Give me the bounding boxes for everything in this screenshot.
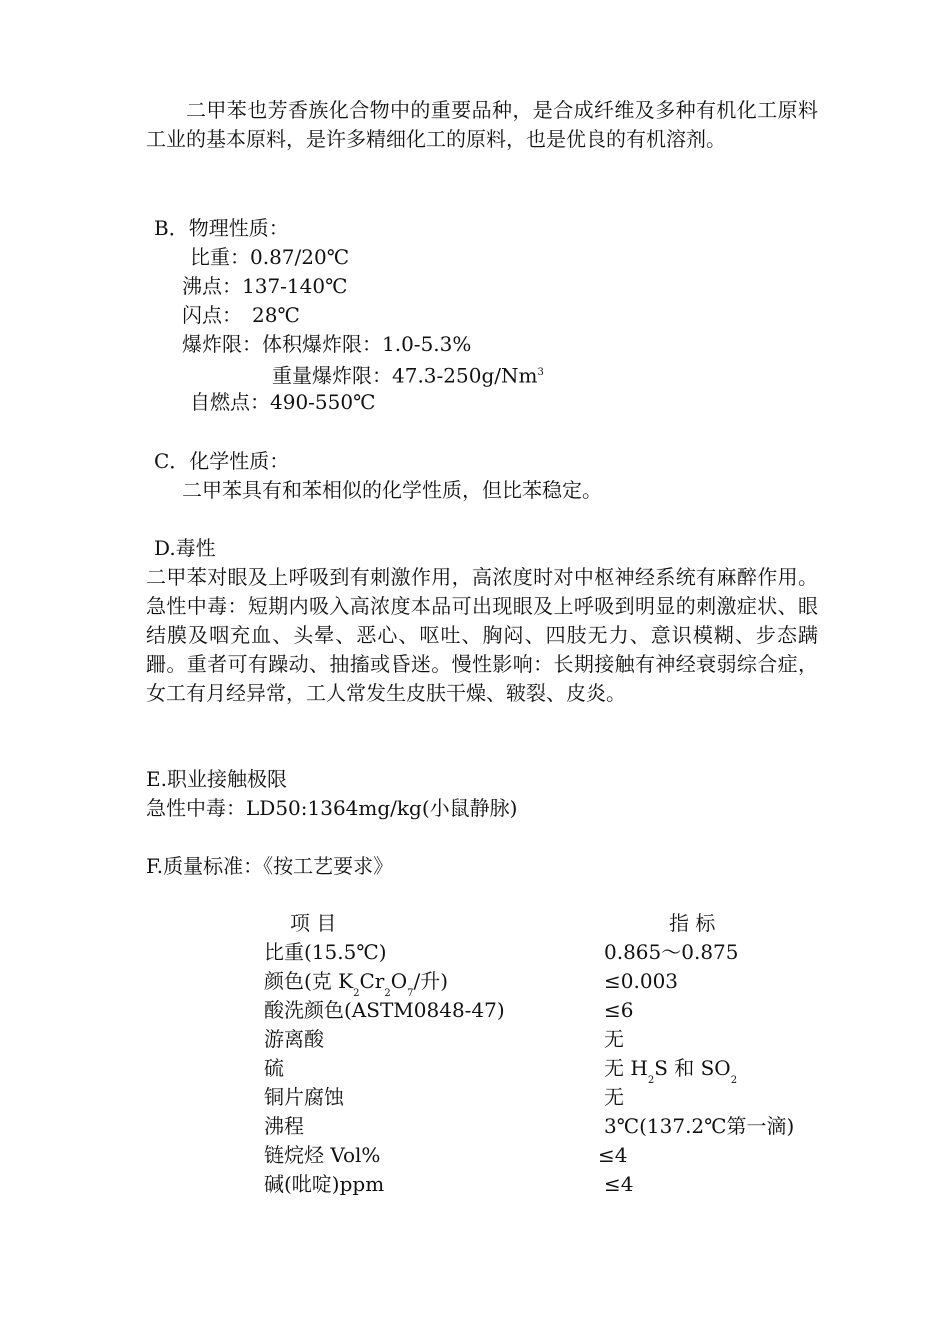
table-row <box>264 1112 824 1141</box>
row-value: ≤4 <box>604 1172 634 1196</box>
item-subscript: 7 <box>407 988 414 999</box>
toxicity-paragraph: 二甲苯对眼及上呼吸到有刺激作用，高浓度时对中枢神经系统有麻醉作用。急性中毒：短期内吸入高浓度本品可出现眼及上呼吸到明显的刺激症状、眼结膜及咽充血、头晕、恶心、呕吐、胸闷、四肢无力、意识模糊、步态蹒跚。重者可有躁动、抽搐或昏迷。慢性影响：长期接触有神经衰弱综合症，女工有月经异常，工人常发生皮肤干燥、皲裂、皮炎。 <box>146 565 818 705</box>
table-row <box>264 996 824 1025</box>
row-value: ≤4 <box>598 1143 628 1167</box>
exposure-heading: E.职业接触极限 <box>146 767 287 791</box>
table-row <box>264 1083 824 1112</box>
row-item: 游离酸 <box>264 1027 324 1051</box>
value-subscript: 2 <box>730 1075 738 1086</box>
specific-gravity: 比重：0.87/20℃ <box>190 245 350 269</box>
chemical-text: 二甲苯具有和苯相似的化学性质，但比苯稳定。 <box>182 478 602 502</box>
explosion-limit-weight <box>272 359 544 390</box>
header-index: 指 标 <box>669 911 716 935</box>
boiling-point: 沸点：137-140℃ <box>182 274 348 298</box>
quality-table-header <box>264 909 824 938</box>
table-row <box>264 938 824 967</box>
chemical-heading: C．化学性质： <box>154 449 290 473</box>
value-subscript: 2 <box>647 1075 655 1086</box>
row-value: 3℃(137.2℃第一滴) <box>604 1114 795 1138</box>
row-item: 碱(吡啶)ppm <box>264 1172 385 1196</box>
item-subscript: 2 <box>353 988 360 999</box>
physical-heading: B．物理性质： <box>154 216 289 240</box>
row-item: 沸程 <box>264 1114 304 1138</box>
explosion-limit-weight-unit-sup: 3 <box>537 367 544 378</box>
table-row <box>264 967 824 999</box>
row-item: 比重(15.5℃) <box>264 940 387 964</box>
row-value: 无 <box>604 1085 624 1109</box>
table-row <box>264 1170 824 1199</box>
row-item: 硫 <box>264 1056 284 1080</box>
row-value: 0.865～0.875 <box>604 940 739 964</box>
item-text: 颜色(克 K <box>264 969 354 993</box>
row-value: ≤0.003 <box>604 969 679 993</box>
row-value: 无 <box>604 1027 624 1051</box>
value-text: 无 H <box>604 1056 648 1080</box>
header-item: 项 目 <box>290 911 337 935</box>
row-item: 铜片腐蚀 <box>264 1085 344 1109</box>
row-item: 酸洗颜色(ASTM0848-47) <box>264 998 505 1022</box>
toxicity-heading: D.毒性 <box>154 536 216 560</box>
table-row <box>264 1141 824 1170</box>
value-text: S 和 SO <box>654 1056 731 1080</box>
table-row <box>264 1054 824 1086</box>
exposure-text: 急性中毒：LD50:1364mg/kg(小鼠静脉) <box>146 796 518 820</box>
item-text: Cr <box>359 969 385 993</box>
row-value: ≤6 <box>604 998 634 1022</box>
row-item: 链烷烃 Vol% <box>264 1143 381 1167</box>
autoignition-point: 自燃点：490-550℃ <box>190 390 376 414</box>
item-subscript: 2 <box>384 988 391 999</box>
item-text: O <box>390 969 408 993</box>
flash-point: 闪点： 28℃ <box>182 303 300 327</box>
explosion-limit-volume: 爆炸限：体积爆炸限：1.0-5.3% <box>182 332 472 356</box>
table-row <box>264 1025 824 1054</box>
explosion-limit-weight-text: 重量爆炸限：47.3-250g/Nm <box>272 363 538 388</box>
quality-heading: F.质量标准：《按工艺要求》 <box>146 854 394 878</box>
intro-paragraph: 二甲苯也芳香族化合物中的重要品种，是合成纤维及多种有机化工原料工业的基本原料，是许多精细化工的原料，也是优良的有机溶剂。 <box>146 98 818 151</box>
item-text: /升) <box>413 969 449 993</box>
